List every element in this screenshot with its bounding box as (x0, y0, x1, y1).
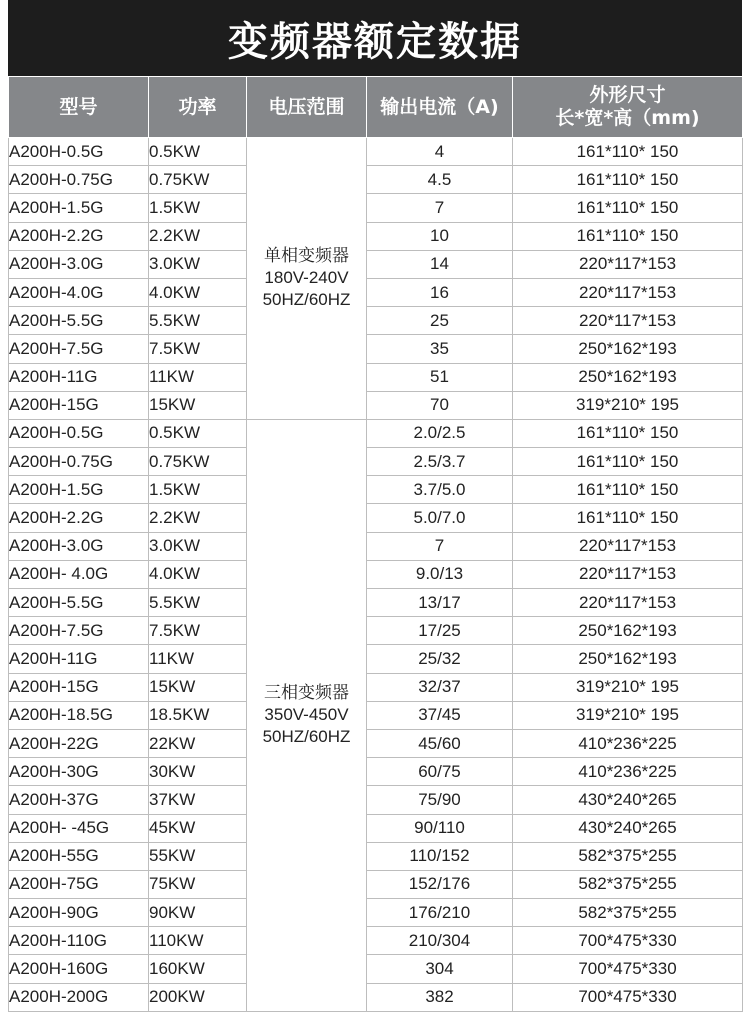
model-cell: A200H-22G (9, 729, 149, 757)
model-cell: A200H-3.0G (9, 532, 149, 560)
table-row (9, 476, 743, 504)
current-cell: 4.5 (367, 166, 513, 194)
dimensions-cell: 161*110* 150 (513, 504, 743, 532)
table-row (9, 222, 743, 250)
table-row (9, 927, 743, 955)
model-cell: A200H-1.5G (9, 194, 149, 222)
table-row (9, 448, 743, 476)
power-cell: 110KW (149, 927, 247, 955)
model-cell: A200H-110G (9, 927, 149, 955)
power-cell: 0.5KW (149, 138, 247, 166)
table-row (9, 307, 743, 335)
current-cell: 5.0/7.0 (367, 504, 513, 532)
power-cell: 30KW (149, 758, 247, 786)
model-cell: A200H-15G (9, 673, 149, 701)
table-row (9, 363, 743, 391)
power-cell: 15KW (149, 391, 247, 419)
current-cell: 13/17 (367, 589, 513, 617)
power-cell: 55KW (149, 842, 247, 870)
dimensions-cell: 220*117*153 (513, 589, 743, 617)
table-row (9, 814, 743, 842)
dimensions-cell: 161*110* 150 (513, 419, 743, 447)
dimensions-cell: 582*375*255 (513, 870, 743, 898)
header-current: 输出电流（A) (367, 77, 513, 138)
current-cell: 45/60 (367, 729, 513, 757)
model-cell: A200H-1.5G (9, 476, 149, 504)
current-cell: 7 (367, 532, 513, 560)
voltage-range-line: 50HZ/60HZ (262, 727, 351, 747)
power-cell: 5.5KW (149, 589, 247, 617)
dimensions-cell: 700*475*330 (513, 983, 743, 1011)
dimensions-cell: 319*210* 195 (513, 701, 743, 729)
power-cell: 45KW (149, 814, 247, 842)
table-row (9, 138, 743, 166)
power-cell: 0.75KW (149, 166, 247, 194)
model-cell: A200H-75G (9, 870, 149, 898)
dimensions-cell: 250*162*193 (513, 363, 743, 391)
power-cell: 11KW (149, 363, 247, 391)
dimensions-cell: 161*110* 150 (513, 476, 743, 504)
power-cell: 5.5KW (149, 307, 247, 335)
current-cell: 110/152 (367, 842, 513, 870)
model-cell: A200H-90G (9, 899, 149, 927)
current-cell: 176/210 (367, 899, 513, 927)
model-cell: A200H- 4.0G (9, 560, 149, 588)
dimensions-cell: 430*240*265 (513, 814, 743, 842)
dimensions-cell: 430*240*265 (513, 786, 743, 814)
rated-data-table (8, 76, 743, 1012)
power-cell: 2.2KW (149, 222, 247, 250)
model-cell: A200H-37G (9, 786, 149, 814)
model-cell: A200H-30G (9, 758, 149, 786)
current-cell: 75/90 (367, 786, 513, 814)
dimensions-cell: 220*117*153 (513, 307, 743, 335)
table-row (9, 786, 743, 814)
current-cell: 2.0/2.5 (367, 419, 513, 447)
model-cell: A200H-4.0G (9, 278, 149, 306)
header-voltage: 电压范围 (247, 77, 367, 138)
model-cell: A200H-0.5G (9, 138, 149, 166)
dimensions-cell: 161*110* 150 (513, 222, 743, 250)
current-cell: 2.5/3.7 (367, 448, 513, 476)
current-cell: 3.7/5.0 (367, 476, 513, 504)
current-cell: 210/304 (367, 927, 513, 955)
current-cell: 152/176 (367, 870, 513, 898)
power-cell: 3.0KW (149, 532, 247, 560)
dimensions-cell: 220*117*153 (513, 532, 743, 560)
current-cell: 4 (367, 138, 513, 166)
table-row (9, 729, 743, 757)
table-row (9, 983, 743, 1011)
table-row (9, 335, 743, 363)
table-row (9, 504, 743, 532)
model-cell: A200H-160G (9, 955, 149, 983)
current-cell: 25 (367, 307, 513, 335)
power-cell: 37KW (149, 786, 247, 814)
table-row (9, 870, 743, 898)
voltage-range-line: 单相变频器 (264, 246, 349, 266)
current-cell: 90/110 (367, 814, 513, 842)
table-row (9, 955, 743, 983)
power-cell: 7.5KW (149, 617, 247, 645)
model-cell: A200H-0.75G (9, 166, 149, 194)
model-cell: A200H-7.5G (9, 617, 149, 645)
voltage-range-line: 50HZ/60HZ (262, 290, 351, 310)
current-cell: 382 (367, 983, 513, 1011)
model-cell: A200H-5.5G (9, 307, 149, 335)
current-cell: 14 (367, 250, 513, 278)
table-row (9, 645, 743, 673)
voltage-range-line: 三相变频器 (264, 683, 349, 703)
model-cell: A200H-11G (9, 645, 149, 673)
current-cell: 7 (367, 194, 513, 222)
current-cell: 32/37 (367, 673, 513, 701)
table-row (9, 532, 743, 560)
power-cell: 1.5KW (149, 194, 247, 222)
dimensions-cell: 410*236*225 (513, 758, 743, 786)
header-dimensions (513, 77, 743, 138)
dimensions-cell: 220*117*153 (513, 278, 743, 306)
header-dimensions-line2: 长*宽*高（mm) (555, 107, 700, 129)
page-title: 变频器额定数据 (8, 0, 742, 76)
dimensions-cell: 700*475*330 (513, 955, 743, 983)
model-cell: A200H-7.5G (9, 335, 149, 363)
power-cell: 0.5KW (149, 419, 247, 447)
dimensions-cell: 161*110* 150 (513, 194, 743, 222)
voltage-range-line: 180V-240V (264, 268, 349, 288)
dimensions-cell: 220*117*153 (513, 560, 743, 588)
model-cell: A200H-2.2G (9, 504, 149, 532)
power-cell: 15KW (149, 673, 247, 701)
dimensions-cell: 700*475*330 (513, 927, 743, 955)
table-row (9, 617, 743, 645)
voltage-range-cell (247, 419, 367, 1011)
power-cell: 75KW (149, 870, 247, 898)
power-cell: 200KW (149, 983, 247, 1011)
dimensions-cell: 582*375*255 (513, 899, 743, 927)
model-cell: A200H-15G (9, 391, 149, 419)
power-cell: 2.2KW (149, 504, 247, 532)
current-cell: 25/32 (367, 645, 513, 673)
table-row (9, 250, 743, 278)
header-dimensions-line1: 外形尺寸 (589, 84, 666, 106)
power-cell: 1.5KW (149, 476, 247, 504)
dimensions-cell: 250*162*193 (513, 617, 743, 645)
table-row (9, 560, 743, 588)
table-row (9, 842, 743, 870)
model-cell: A200H-11G (9, 363, 149, 391)
model-cell: A200H-3.0G (9, 250, 149, 278)
table-row (9, 758, 743, 786)
current-cell: 304 (367, 955, 513, 983)
power-cell: 11KW (149, 645, 247, 673)
table-body (9, 138, 743, 1012)
current-cell: 16 (367, 278, 513, 306)
model-cell: A200H-55G (9, 842, 149, 870)
voltage-range-cell (247, 138, 367, 420)
current-cell: 60/75 (367, 758, 513, 786)
current-cell: 17/25 (367, 617, 513, 645)
table-row (9, 391, 743, 419)
table-row (9, 419, 743, 447)
table-row (9, 166, 743, 194)
table-row (9, 194, 743, 222)
dimensions-cell: 582*375*255 (513, 842, 743, 870)
current-cell: 9.0/13 (367, 560, 513, 588)
dimensions-cell: 319*210* 195 (513, 391, 743, 419)
table-row (9, 589, 743, 617)
current-cell: 51 (367, 363, 513, 391)
header-model: 型号 (9, 77, 149, 138)
table-row (9, 278, 743, 306)
table-row (9, 673, 743, 701)
power-cell: 4.0KW (149, 278, 247, 306)
power-cell: 160KW (149, 955, 247, 983)
dimensions-cell: 250*162*193 (513, 645, 743, 673)
power-cell: 7.5KW (149, 335, 247, 363)
current-cell: 35 (367, 335, 513, 363)
header-power: 功率 (149, 77, 247, 138)
dimensions-cell: 161*110* 150 (513, 448, 743, 476)
power-cell: 22KW (149, 729, 247, 757)
current-cell: 70 (367, 391, 513, 419)
dimensions-cell: 161*110* 150 (513, 138, 743, 166)
current-cell: 37/45 (367, 701, 513, 729)
model-cell: A200H-2.2G (9, 222, 149, 250)
voltage-range-line: 350V-450V (264, 705, 349, 725)
model-cell: A200H-0.75G (9, 448, 149, 476)
power-cell: 3.0KW (149, 250, 247, 278)
dimensions-cell: 220*117*153 (513, 250, 743, 278)
dimensions-cell: 319*210* 195 (513, 673, 743, 701)
power-cell: 0.75KW (149, 448, 247, 476)
model-cell: A200H-0.5G (9, 419, 149, 447)
dimensions-cell: 410*236*225 (513, 729, 743, 757)
current-cell: 10 (367, 222, 513, 250)
model-cell: A200H-200G (9, 983, 149, 1011)
model-cell: A200H-18.5G (9, 701, 149, 729)
model-cell: A200H-5.5G (9, 589, 149, 617)
table-header-row (9, 77, 743, 138)
power-cell: 90KW (149, 899, 247, 927)
table-row (9, 701, 743, 729)
table-row (9, 899, 743, 927)
power-cell: 18.5KW (149, 701, 247, 729)
power-cell: 4.0KW (149, 560, 247, 588)
dimensions-cell: 161*110* 150 (513, 166, 743, 194)
dimensions-cell: 250*162*193 (513, 335, 743, 363)
model-cell: A200H- -45G (9, 814, 149, 842)
